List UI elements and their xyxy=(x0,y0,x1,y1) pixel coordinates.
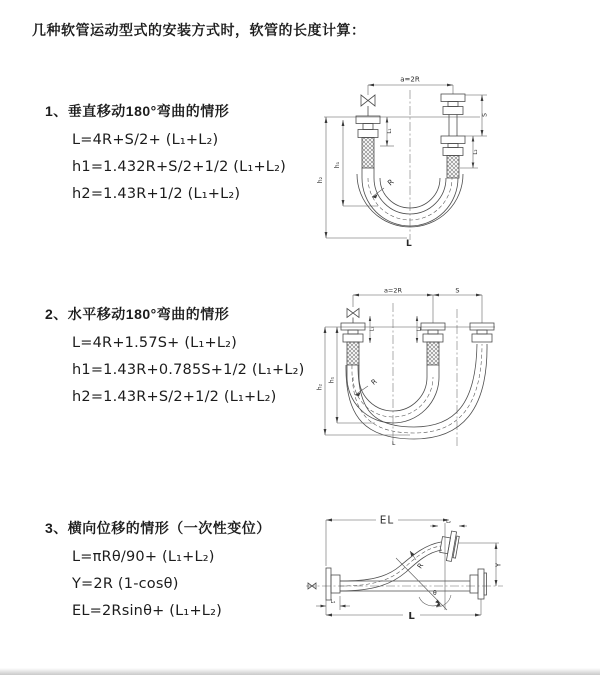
page-title: 几种软管运动型式的安装方式时，软管的长度计算： xyxy=(32,22,366,38)
section-1 xyxy=(45,101,305,202)
dimension-s xyxy=(465,95,489,136)
dimension-y xyxy=(458,543,503,586)
dimension-h1 xyxy=(329,327,376,423)
dim-label-r: R xyxy=(415,561,426,571)
dimension-l1 xyxy=(380,117,394,146)
scan-edge-shadow xyxy=(0,668,600,675)
displaced-flange xyxy=(439,530,460,562)
left-pipe-fitting xyxy=(341,323,365,365)
valve-icon xyxy=(347,309,359,324)
section-3 xyxy=(45,518,305,619)
formula-line: h2=1.43R+S/2+1/2 (L₁+L₂) xyxy=(72,389,277,405)
section-1-heading: 1、垂直移动180°弯曲的情形 xyxy=(45,103,230,119)
dim-label-el: EL xyxy=(379,514,395,527)
dim-label-h2: h₂ xyxy=(316,383,324,391)
right-pipe-fitting xyxy=(441,94,465,178)
dim-label-s: S xyxy=(455,286,460,295)
dim-label-s: S xyxy=(481,113,489,117)
dimension-l2 xyxy=(416,316,423,343)
formula-line: EL=2Rsinθ+ (L₁+L₂) xyxy=(72,603,222,619)
formula-line: L=4R+S/2+ (L₁+L₂) xyxy=(72,132,219,148)
formula-line: h2=1.43R+1/2 (L₁+L₂) xyxy=(72,186,241,202)
dim-label-h1: h₁ xyxy=(334,161,341,169)
hose-u-moved xyxy=(346,344,487,439)
formula-line: h1=1.43R+0.785S+1/2 (L₁+L₂) xyxy=(72,362,305,378)
dim-label-a2r: a=2R xyxy=(400,75,420,84)
formula-line: h1=1.432R+S/2+1/2 (L₁+L₂) xyxy=(72,159,286,175)
dim-label-y: Y xyxy=(494,562,503,568)
dim-label-r: R xyxy=(385,177,396,188)
diagram-vertical-180-bend xyxy=(310,68,600,263)
diagram-horizontal-180-bend xyxy=(310,283,600,468)
valve-icon xyxy=(361,95,375,116)
dim-label-l: L xyxy=(392,440,396,447)
hose-s-curve xyxy=(340,542,442,591)
right-flange xyxy=(470,569,487,599)
left-flange xyxy=(326,568,340,600)
middle-pipe-fitting xyxy=(421,323,445,365)
dim-label-l1: L₁ xyxy=(330,599,336,605)
dim-label-l: L xyxy=(406,239,412,249)
dim-label-l2: L₂ xyxy=(473,149,479,155)
dimension-l xyxy=(326,599,481,622)
formula-line: Y=2R (1-cosθ) xyxy=(72,576,179,592)
dimension-el xyxy=(326,515,449,611)
right-pipe-fitting xyxy=(470,323,494,342)
formula-line: L=πRθ/90+ (L₁+L₂) xyxy=(72,549,215,565)
dim-label-a2r: a=2R xyxy=(383,286,403,295)
diagram-lateral-displacement xyxy=(298,498,598,668)
dim-label-l: L xyxy=(408,611,415,622)
dim-label-h1: h₁ xyxy=(328,376,336,384)
left-pipe-fitting xyxy=(356,116,380,168)
dimension-a2r-s xyxy=(353,287,482,324)
dim-label-r: R xyxy=(369,377,379,387)
dim-label-l2: L₂ xyxy=(416,326,423,332)
dim-label-l1: L₁ xyxy=(369,326,376,332)
dim-label-h2: h₂ xyxy=(317,176,324,184)
dim-label-theta: θ xyxy=(433,590,437,597)
dim-label-l1: L₁ xyxy=(387,128,393,134)
dimension-a2r xyxy=(368,76,453,96)
dimension-l1 xyxy=(369,316,376,343)
formula-line: L=4R+1.57S+ (L₁+L₂) xyxy=(72,335,237,351)
section-3-heading: 3、横向位移的情形（一次性变位） xyxy=(45,520,271,536)
section-2 xyxy=(45,304,305,405)
dim-label-l2: L₂ xyxy=(446,519,451,525)
section-2-heading: 2、水平移动180°弯曲的情形 xyxy=(45,306,230,322)
dimension-l1 xyxy=(316,596,350,610)
